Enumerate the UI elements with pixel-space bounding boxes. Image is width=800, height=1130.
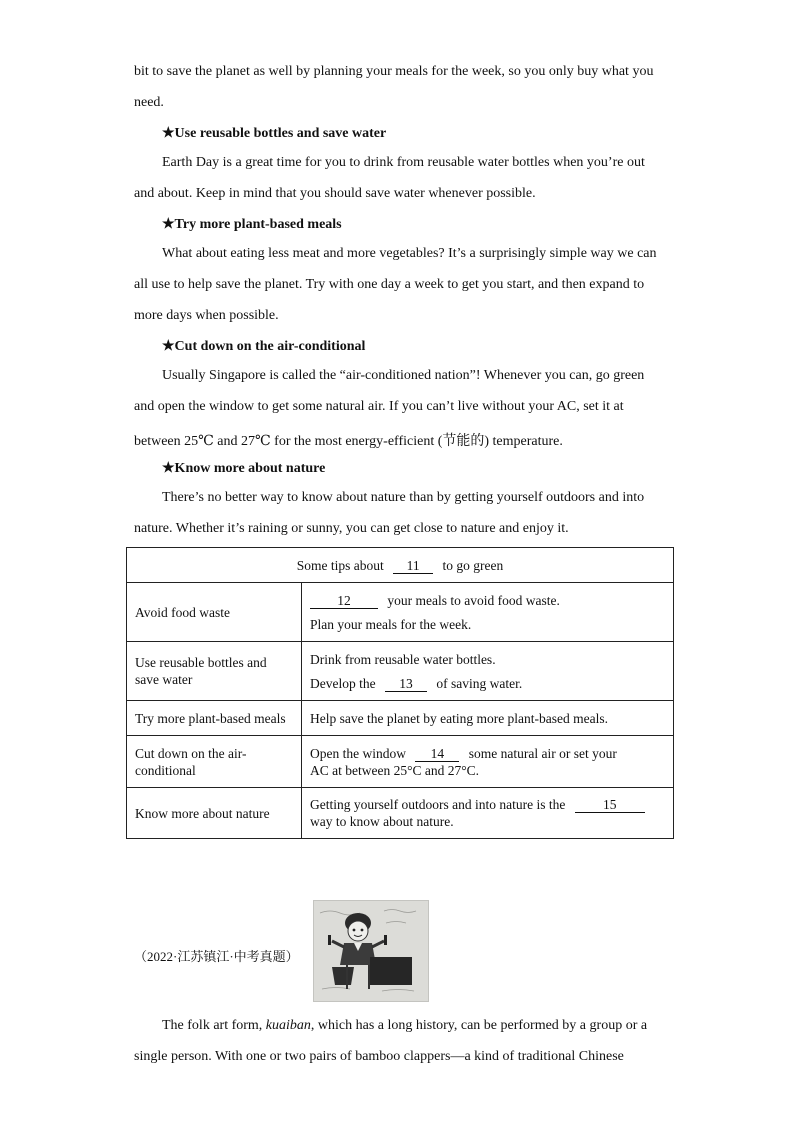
table-row bbox=[127, 736, 674, 788]
exam-source-label: （2022·江苏镇江·中考真题） bbox=[134, 949, 299, 964]
row-text: Plan your meals for the week. bbox=[310, 616, 472, 632]
row-text: Open the window bbox=[310, 745, 406, 761]
text-run: The folk art form, bbox=[162, 1018, 263, 1033]
paragraph-line: more days when possible. bbox=[134, 308, 279, 323]
row-label: Avoid food waste bbox=[127, 583, 302, 642]
table-row bbox=[127, 701, 674, 736]
section-heading-nature: ★Know more about nature bbox=[162, 461, 326, 476]
row-text: Getting yourself outdoors and into nature is the bbox=[310, 797, 566, 812]
table-header-cell bbox=[127, 548, 674, 583]
paragraph-line: between 25℃ and 27℃ for the most energy-efficient (节能的) temperature. bbox=[134, 434, 563, 449]
paragraph-line: nature. Whether it’s raining or sunny, you can get close to nature and enjoy it. bbox=[134, 521, 569, 536]
row-content: Help save the planet by eating more plant-based meals. bbox=[302, 701, 674, 736]
row-text: Develop the bbox=[310, 675, 376, 691]
row-text: Drink from reusable water bottles. bbox=[310, 651, 496, 667]
blank-11: 11 bbox=[393, 559, 433, 574]
tips-table bbox=[126, 547, 674, 839]
row-text: AC at between 25°C and 27°C. bbox=[310, 762, 480, 778]
blank-14: 14 bbox=[415, 747, 459, 762]
paragraph-line: all use to help save the planet. Try with one day a week to get you start, and then expand to bbox=[134, 277, 645, 292]
paragraph-line bbox=[162, 1018, 696, 1034]
row-text: of saving water. bbox=[436, 675, 523, 691]
header-text-post: to go green bbox=[442, 557, 504, 573]
paragraph-line: Usually Singapore is called the “air-conditioned nation”! Whenever you can, go green bbox=[162, 368, 645, 383]
row-content bbox=[302, 736, 674, 788]
paragraph-line: need. bbox=[134, 95, 164, 110]
paragraph-line: There’s no better way to know about nature than by getting yourself outdoors and into bbox=[162, 490, 645, 505]
table-row bbox=[127, 583, 674, 642]
paragraph-line: What about eating less meat and more vegetables? It’s a surprisingly simple way we can bbox=[162, 246, 657, 261]
row-content bbox=[302, 642, 674, 701]
paragraph-line: Earth Day is a great time for you to drink from reusable water bottles when you’re out bbox=[162, 155, 645, 170]
text-run: , which has a long history, can be performed by a group or a bbox=[310, 1018, 648, 1033]
section-heading-air-conditional: ★Cut down on the air-conditional bbox=[162, 339, 366, 354]
paragraph-line: and about. Keep in mind that you should save water whenever possible. bbox=[134, 186, 536, 201]
row-label: Cut down on the air-conditional bbox=[127, 736, 302, 788]
row-label: Try more plant-based meals bbox=[127, 701, 302, 736]
table-row bbox=[127, 788, 674, 839]
blank-15: 15 bbox=[575, 798, 645, 813]
kuaiban-performer-photo bbox=[313, 900, 429, 1002]
kuaiban-drawing-icon bbox=[314, 901, 428, 1001]
blank-12: 12 bbox=[310, 594, 378, 609]
paragraph-line: bit to save the planet as well by planning your meals for the week, so you only buy what you bbox=[134, 64, 654, 79]
row-text: some natural air or set your bbox=[468, 745, 617, 761]
header-text-pre: Some tips about bbox=[296, 557, 384, 573]
row-content bbox=[302, 583, 674, 642]
row-label: Use reusable bottles and save water bbox=[127, 642, 302, 701]
row-text: way to know about nature. bbox=[310, 814, 454, 829]
text-run-italic: kuaiban bbox=[265, 1018, 311, 1033]
row-content bbox=[302, 788, 674, 839]
paragraph-line: and open the window to get some natural air. If you can’t live without your AC, set it at bbox=[134, 399, 624, 414]
row-text: your meals to avoid food waste. bbox=[387, 592, 560, 608]
section-heading-plant-meals: ★Try more plant-based meals bbox=[162, 217, 342, 232]
section-heading-bottles: ★Use reusable bottles and save water bbox=[162, 126, 387, 141]
row-label: Know more about nature bbox=[127, 788, 302, 839]
paragraph-line: single person. With one or two pairs of bamboo clappers—a kind of traditional Chinese bbox=[134, 1049, 624, 1064]
table-header-row bbox=[127, 548, 674, 583]
blank-13: 13 bbox=[385, 677, 427, 692]
table-row bbox=[127, 642, 674, 701]
